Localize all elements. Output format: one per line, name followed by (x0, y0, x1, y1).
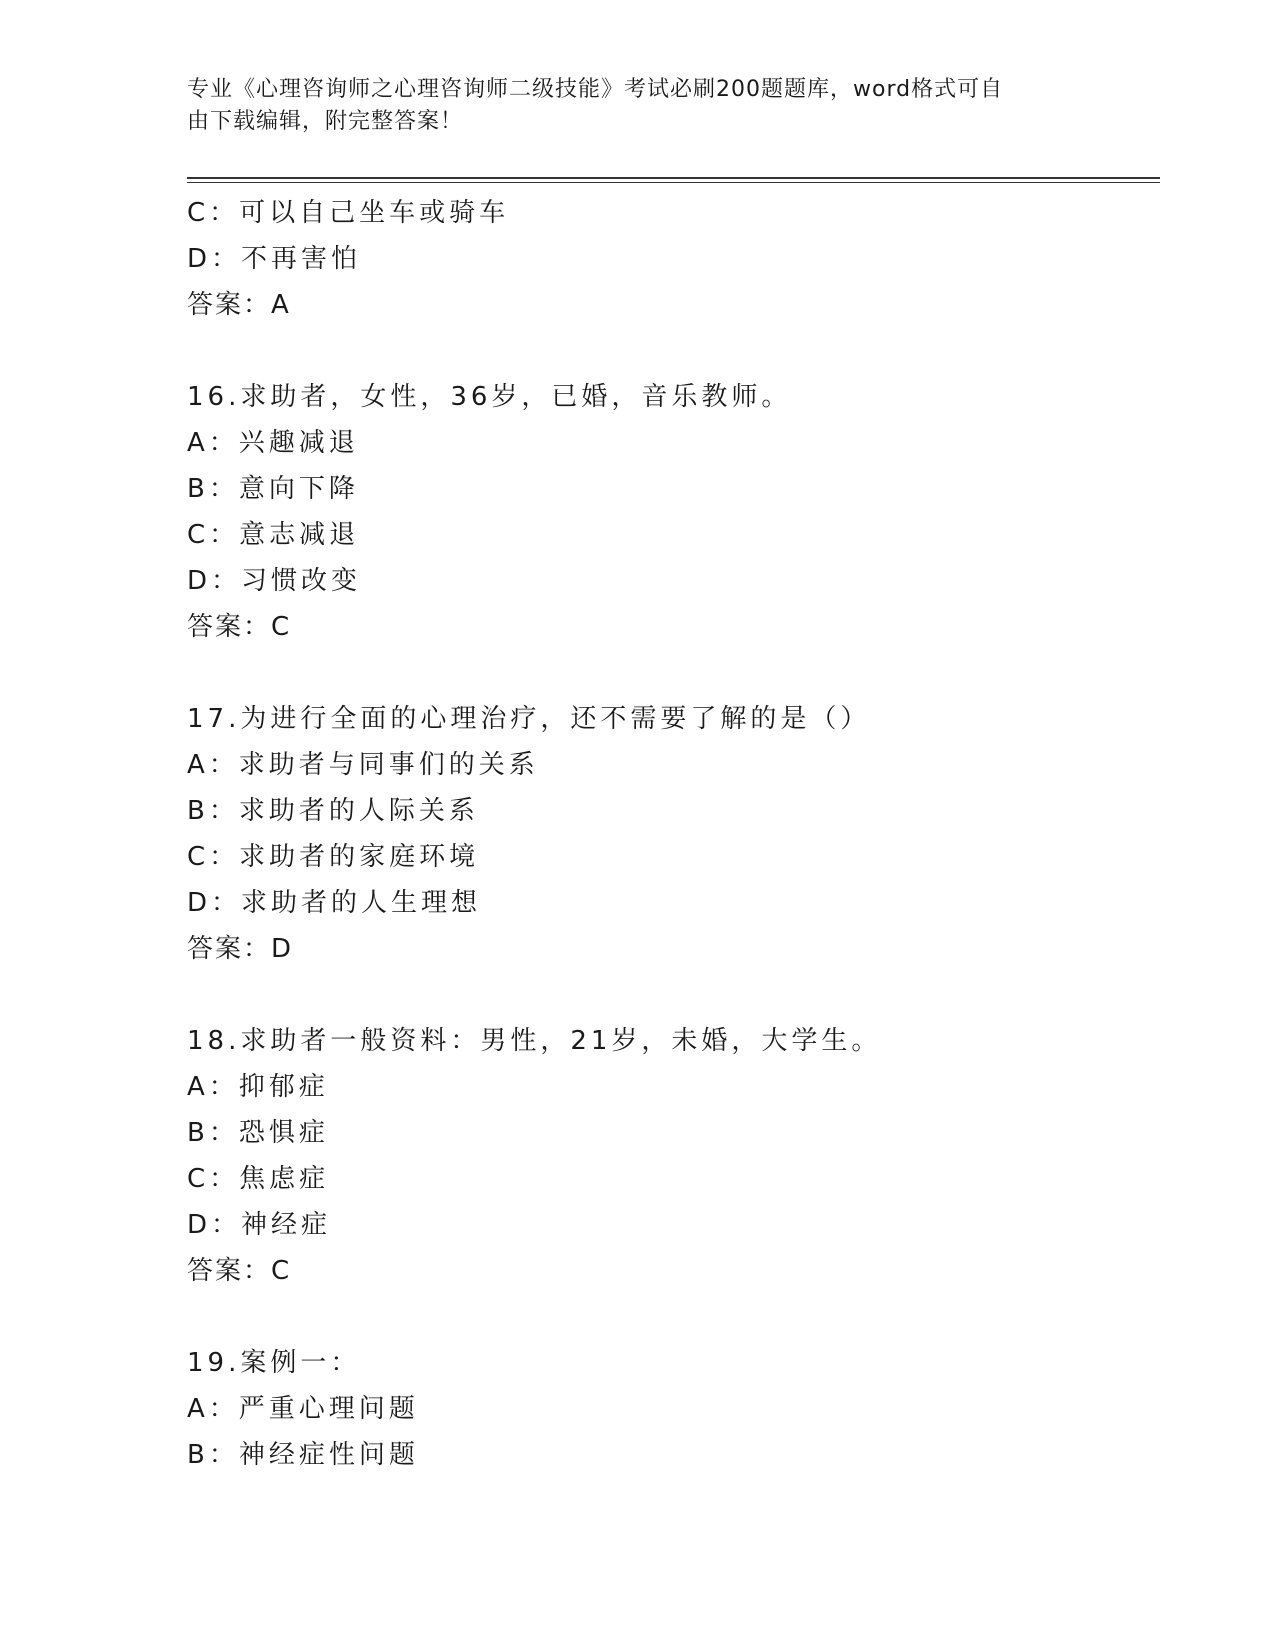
option-a: A：严重心理问题 (187, 1394, 419, 1424)
option-d: D：不再害怕 (187, 244, 362, 274)
option-c: C：求助者的家庭环境 (187, 842, 480, 872)
option-c: C：焦虑症 (187, 1164, 330, 1194)
answer: 答案：D (187, 934, 294, 964)
question-text: 16.求助者，女性，36岁，已婚，音乐教师。 (187, 382, 792, 412)
question-15-tail (187, 190, 1147, 328)
option-b: B：神经症性问题 (187, 1440, 419, 1470)
option-c: C：可以自己坐车或骑车 (187, 198, 510, 228)
question-list (187, 190, 1147, 1478)
option-d: D：习惯改变 (187, 566, 362, 596)
answer: 答案：A (187, 290, 291, 320)
option-a: A：抑郁症 (187, 1072, 329, 1102)
option-a: A：兴趣减退 (187, 428, 359, 458)
option-b: B：求助者的人际关系 (187, 796, 479, 826)
answer: 答案：C (187, 612, 292, 642)
header-line-2: 由下载编辑，附完整答案！ (187, 109, 464, 134)
option-d: D：求助者的人生理想 (187, 888, 482, 918)
document-header (187, 74, 1067, 138)
question-text: 19.案例一： (187, 1348, 361, 1378)
option-a: A：求助者与同事们的关系 (187, 750, 539, 780)
question-17 (187, 696, 1147, 972)
option-b: B：恐惧症 (187, 1118, 329, 1148)
option-d: D：神经症 (187, 1210, 332, 1240)
header-line-1: 专业《心理咨询师之心理咨询师二级技能》考试必刷200题题库，word格式可自 (187, 77, 1004, 102)
question-16 (187, 374, 1147, 650)
option-b: B：意向下降 (187, 474, 359, 504)
question-text: 18.求助者一般资料：男性，21岁，未婚，大学生。 (187, 1026, 882, 1056)
answer: 答案：C (187, 1256, 292, 1286)
header-divider-thin (187, 182, 1160, 183)
option-c: C：意志减退 (187, 520, 360, 550)
question-text: 17.为进行全面的心理治疗，还不需要了解的是（） (187, 704, 871, 734)
header-divider-thick (187, 177, 1160, 179)
question-18 (187, 1018, 1147, 1294)
question-19 (187, 1340, 1147, 1478)
